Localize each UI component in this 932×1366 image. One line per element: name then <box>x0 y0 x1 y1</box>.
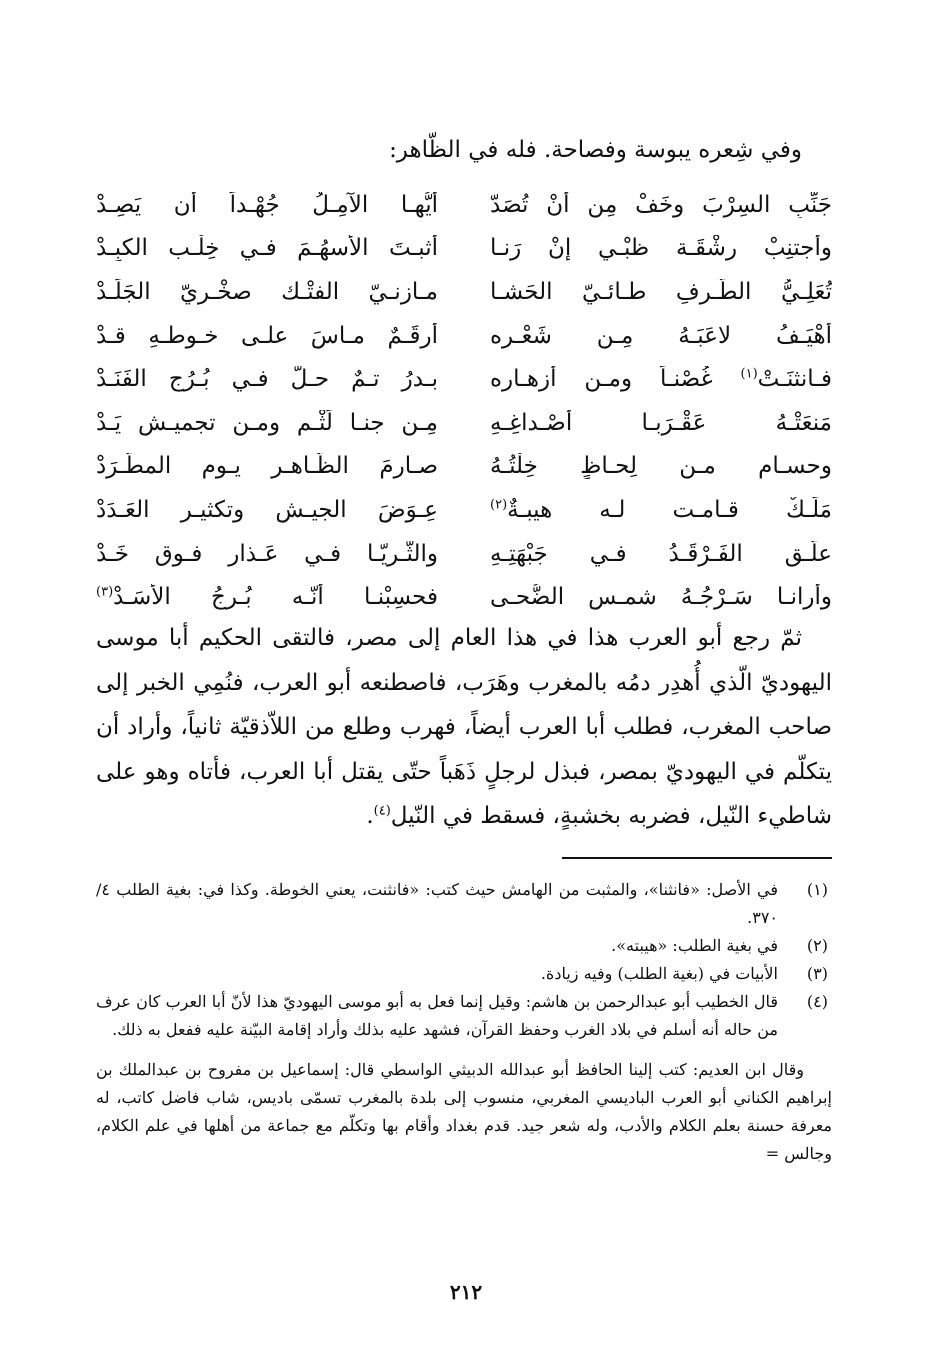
footnote <box>96 876 832 932</box>
footnote-number: (٢) <box>806 936 828 955</box>
hemistich-text: أثبـتَ الأسهُـمَ فـي خِلْـب الكبِـدْ <box>96 235 438 262</box>
hemistich-text: علّـق الفَـرْقَـدُ فـي جَبْهَتِـهِ <box>490 540 832 567</box>
hemistich-text: تُعَلِـيُّ الطّـرفِ طـائـيّ الحَشـا <box>490 278 832 305</box>
footnote <box>96 932 832 960</box>
verse-second-hemistich <box>96 410 438 436</box>
verse <box>96 314 832 358</box>
verse <box>96 270 832 314</box>
verse-first-hemistich <box>490 323 832 349</box>
footnote-list <box>96 876 832 1044</box>
verse <box>96 488 832 532</box>
verse <box>96 445 832 489</box>
verse-second-hemistich <box>96 366 438 392</box>
footnote-ref-4: (٤) <box>373 803 391 819</box>
hemistich-text: وأرانـا سَـرْجُـهُ شمـس الضُّحـى <box>490 584 832 611</box>
hemistich-text: بـدرُ تـمٌ حـلّ فـي بُـرُجِ الفَنَـدْ <box>96 366 438 393</box>
poem <box>96 183 832 619</box>
hemistich-text: وأجتنِبْ رشْقَـة ظبْـيٍ إنْ رَنـا <box>490 235 832 262</box>
footnote-number: (١) <box>806 880 828 899</box>
verse-second-hemistich <box>96 584 438 610</box>
footnote-ref: (٣) <box>96 584 114 600</box>
verse-second-hemistich <box>96 235 438 261</box>
verse-first-hemistich <box>490 279 832 305</box>
verse-second-hemistich <box>96 279 438 305</box>
verse-first-hemistich <box>490 192 832 218</box>
hemistich-text: مِـن جنـا لَثْـمٍ ومـن تجميـش يَـدْ <box>96 409 438 436</box>
verse-second-hemistich <box>96 323 438 349</box>
hemistich-text: والثُّـريّـا فـي عَـذارٍ فـوق خَـدْ <box>96 540 438 567</box>
verse-second-hemistich <box>96 192 438 218</box>
footnotes <box>96 876 832 1168</box>
hemistich-text: مَنعَتْـهُ عَقْـرَبـا أَصْـداغِـهِ <box>490 409 832 436</box>
footnote-text: في بغية الطلب: «هيبته». <box>611 936 778 955</box>
footnote <box>96 988 832 1044</box>
hemistich-text: أهْيَـفُ لاعَبَـهُ مِـن شَعْـره <box>490 322 832 349</box>
footnote-number: (٣) <box>806 964 828 983</box>
prose-text: ثمّ رجع أبو العرب هذا في هذا العام إلى مصر، فالتقى الحكيم أبا موسى اليهوديّ الّذي أُهدِر دمُه بالمغرب وهَرَب، فاصطنعه أبو العرب، فنُمِي الخبر إلى صاحب المغرب، فطلب أبا العرب أيضاً، فهرب وطلع من اللاّذقيّة ثانياً، وأراد أن يتكلّم في اليهوديّ بمصر، فبذل لرجلٍ ذَهَباً حتّى يقتل أبا العرب، فأتاه وهو على شاطيء النّيل، فضربه بخشبةٍ، فسقط في النّيل <box>96 625 832 829</box>
footnote-ref: (١) <box>740 366 758 382</box>
footnote-divider <box>562 857 832 859</box>
footnote-text: في الأصل: «فانثنا»، والمثبت من الهامش حيث كتب: «فانثنت، يعني الخوطة. وكذا في: بغية الطلب ٤/ ٣٧٠. <box>96 880 778 927</box>
verse-second-hemistich <box>96 541 438 567</box>
hemistich-text: فحسِبْنـا أنّـه بُـرجُ الأسَـدْ <box>113 584 438 611</box>
prose-end: . <box>366 803 374 829</box>
verse <box>96 532 832 576</box>
hemistich-text: وحسـام مـن لِحـاظٍ خِلْتُـهُ <box>490 453 832 480</box>
footnote-continued: وقال ابن العديم: كتب إلينا الحافظ أبو عبدالله الدبيثي الواسطي قال: إسماعيل بن مفروح بن عبدالملك بن إبراهيم الكناني أبو العرب الباديسي المغربي، منسوب إلى بلدة بالمغرب تسمّى باديس، شاب فاضل كاتب، له معرفة حسنة بعلم الكلام والأدب، وله شعر جيد. قدم بغداد وأقام بها وتكلّم مع جماعة من أهلها في علم الكلام، وجالس = <box>96 1060 832 1163</box>
verse <box>96 357 832 401</box>
verse-first-hemistich <box>490 366 832 392</box>
hemistich-text: مَلَـكٌ قـامـت لـه هيبـةٌ <box>507 496 832 523</box>
verse <box>96 183 832 227</box>
verse <box>96 575 832 619</box>
footnote-text: قال الخطيب أبو عبدالرحمن بن هاشم: وقيل إنما فعل به أبو موسى اليهوديّ هذا لأنّ أبا العرب كان عرف من حاله أنه أسلم في بلاد الغرب وحفظ القرآن، فشهد عليه بذلك وأراد إقامة البيّنة عليه ففعل به ذلك. <box>96 992 779 1039</box>
intro-line: وفي شِعره يبوسة وفصاحة. فله في الظّاهر: <box>389 137 802 163</box>
verse <box>96 401 832 445</box>
footnote-ref: (٢) <box>490 497 508 513</box>
hemistich-text: مـازنـيّ الفتْـك صخْـريّ الجَلَـدْ <box>96 278 438 305</box>
hemistich-text: فـانثنَـتْ <box>757 366 832 393</box>
prose-paragraph <box>96 616 832 839</box>
verse <box>96 227 832 271</box>
verse-first-hemistich <box>490 453 832 479</box>
verse-second-hemistich <box>96 497 438 523</box>
verse-first-hemistich <box>490 541 832 567</box>
hemistich-text: أرقَـمٌ مـاسَ علـى خـوطـهِ قـدْ <box>96 322 438 349</box>
hemistich-text: عِـوَضَ الجيـش وتكثيـر العَـدَدْ <box>96 496 438 523</box>
verse-first-hemistich <box>490 497 832 523</box>
hemistich-text-rest: غُصْنـاً ومـن أزهـاره <box>490 366 741 393</box>
hemistich-text: صـارمَ الظّـاهـرِ يـوم المطّـرَدْ <box>96 453 438 480</box>
verse-second-hemistich <box>96 453 438 479</box>
hemistich-text: جَنِّبِ السِرْبَ وخَفْ مِن أنْ تُصَدّ <box>490 191 832 218</box>
hemistich-text: أيُّهـا الآمِـلُ جُهْـداً أن يَصِـدْ <box>96 191 438 218</box>
page-number: ٢١٢ <box>449 1280 483 1304</box>
footnote-number: (٤) <box>806 992 828 1011</box>
footnote <box>96 960 832 988</box>
footnote-text: الأبيات في (بغية الطلب) وفيه زيادة. <box>540 964 778 983</box>
verse-first-hemistich <box>490 410 832 436</box>
verse-first-hemistich <box>490 584 832 610</box>
verse-first-hemistich <box>490 235 832 261</box>
